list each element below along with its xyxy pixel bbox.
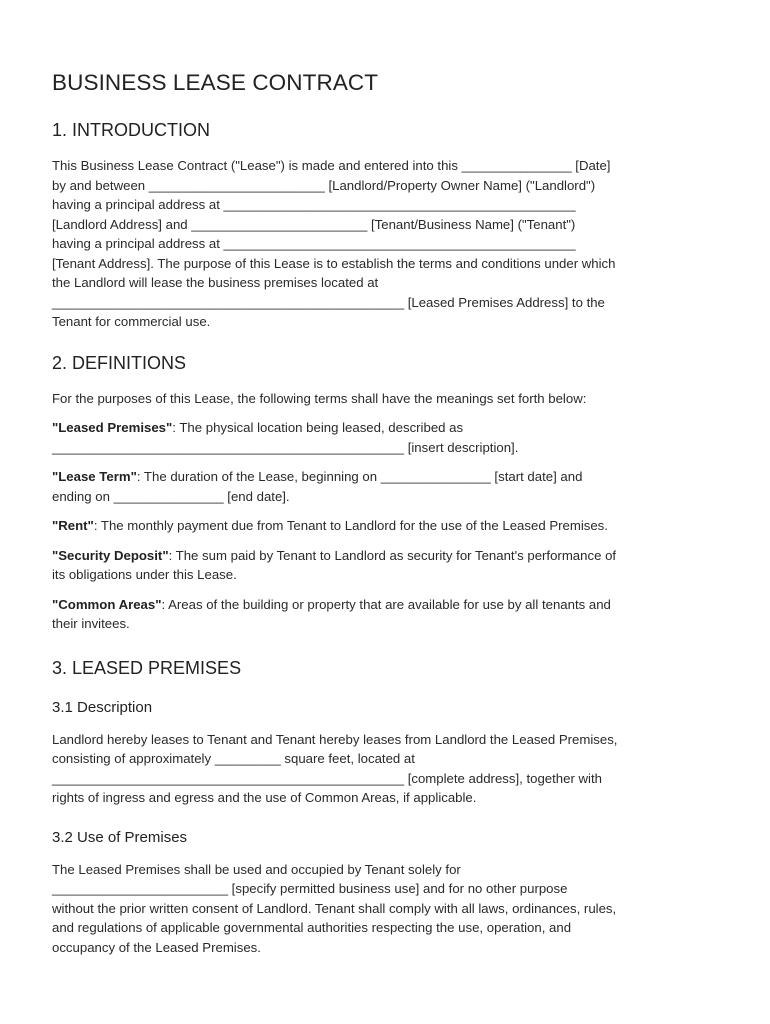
paragraph-line: having a principal address at ________________________________________________ — [52, 236, 576, 251]
definition-term: "Security Deposit" — [52, 547, 169, 563]
section-heading-definitions: 2. DEFINITIONS — [52, 352, 187, 373]
paragraph-line: having a principal address at ________________________________________________ — [52, 197, 576, 212]
use-of-premises-paragraph — [52, 860, 720, 958]
document-title: BUSINESS LEASE CONTRACT — [52, 70, 379, 95]
definition-text: : The sum paid by Tenant to Landlord as security for Tenant's performance of — [168, 547, 617, 563]
definition-text: ending on _______________ [end date]. — [52, 488, 290, 504]
section-introduction — [52, 120, 720, 332]
definition-text: their invitees. — [52, 616, 130, 631]
definition-term: "Rent" — [52, 518, 94, 533]
paragraph-line: The Leased Premises shall be used and occupied by Tenant solely for — [52, 861, 461, 877]
section-heading-leased-premises: 3. LEASED PREMISES — [52, 657, 242, 678]
definition-lease-term — [52, 467, 720, 506]
definition-term: "Lease Term" — [52, 469, 137, 484]
definition-text: : The monthly payment due from Tenant to Landlord for the use of the Leased Premises. — [93, 518, 608, 533]
paragraph-line: ________________________________________________ [complete address], together with — [52, 770, 602, 786]
section-definitions — [52, 353, 720, 634]
definition-common-areas — [52, 595, 720, 634]
paragraph-line: by and between ________________________ [Landlord/Property Owner Name] ("Landlord") — [52, 177, 596, 193]
section-leased-premises — [52, 658, 720, 958]
definition-text: its obligations under this Lease. — [52, 567, 237, 582]
paragraph-line: This Business Lease Contract ("Lease") is made and entered into this _______________ [Date] — [52, 158, 611, 173]
definition-text: : The physical location being leased, described as — [172, 420, 464, 435]
paragraph-line: the Landlord will lease the business premises located at — [52, 275, 379, 290]
definition-leased-premises — [52, 418, 720, 457]
definition-text: ________________________________________________ [insert description]. — [52, 439, 519, 455]
definition-term: "Common Areas" — [52, 596, 162, 612]
subsection-heading-use-of-premises: 3.2 Use of Premises — [52, 828, 188, 846]
paragraph-line: consisting of approximately _________ square feet, located at — [52, 751, 415, 766]
paragraph-line: without the prior written consent of Landlord. Tenant shall comply with all laws, ordinances, rules, — [52, 900, 617, 916]
definition-rent — [52, 516, 720, 536]
definition-security-deposit — [52, 546, 720, 585]
definition-text: : The duration of the Lease, beginning on _______________ [start date] and — [136, 469, 583, 484]
paragraph-line: rights of ingress and egress and the use of Common Areas, if applicable. — [52, 790, 477, 805]
description-paragraph — [52, 730, 720, 808]
paragraph-line: ________________________ [specify permitted business use] and for no other purpose — [52, 881, 568, 896]
paragraph-line: [Landlord Address] and ________________________ [Tenant/Business Name] ("Tenant") — [52, 216, 576, 232]
paragraph-line: [Tenant Address]. The purpose of this Lease is to establish the terms and conditions under which — [52, 255, 616, 271]
section-heading-introduction: 1. INTRODUCTION — [52, 120, 211, 140]
paragraph-line: Landlord hereby leases to Tenant and Tenant hereby leases from Landlord the Leased Premises, — [52, 731, 618, 747]
definition-term: "Leased Premises" — [52, 420, 173, 435]
definitions-intro: For the purposes of this Lease, the following terms shall have the meanings set forth below: — [52, 390, 587, 406]
definition-text: : Areas of the building or property that are available for use by all tenants and — [161, 596, 611, 612]
paragraph-line: Tenant for commercial use. — [52, 314, 211, 329]
introduction-paragraph — [52, 156, 720, 332]
subsection-heading-description: 3.1 Description — [52, 698, 153, 716]
paragraph-line: ________________________________________________ [Leased Premises Address] to the — [52, 294, 605, 310]
paragraph-line: occupancy of the Leased Premises. — [52, 939, 261, 955]
paragraph-line: and regulations of applicable governmental authorities respecting the use, operation, and — [52, 920, 572, 935]
